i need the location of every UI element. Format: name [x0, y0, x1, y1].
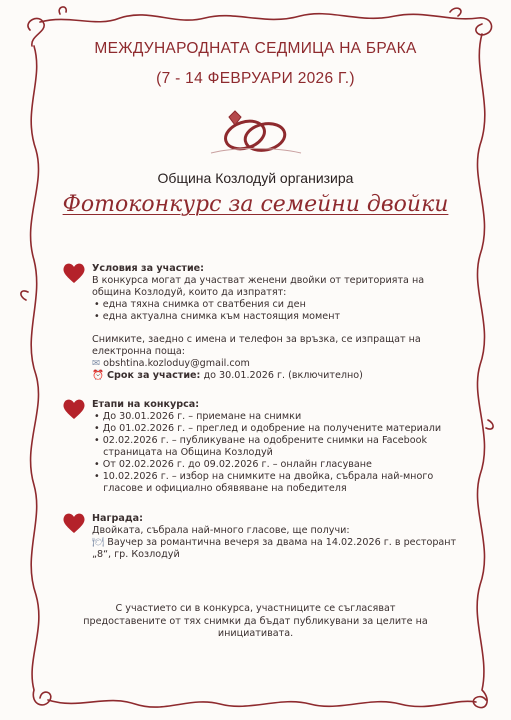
- page-title: МЕЖДУНАРОДНАТА СЕДМИЦА НА БРАКА: [94, 40, 417, 57]
- prize-line: Ваучер за романтична вечеря за двама на 14.02.2026 г. в ресторант: [107, 537, 457, 548]
- deadline-value: до 30.01.2026 г. (включително): [200, 370, 363, 381]
- heart-icon: [62, 262, 86, 284]
- conditions-section: [92, 263, 462, 382]
- stages-heading: Етапи на конкурса:: [92, 399, 200, 410]
- deadline-row: [92, 370, 462, 382]
- heart-icon: [62, 512, 86, 534]
- prize-heading: Награда:: [92, 513, 143, 524]
- alarm-clock-icon: ⏰: [92, 370, 104, 381]
- conditions-bullet: • една актуална снимка към настоящия момент: [94, 311, 341, 322]
- prize-line: „8“, гр. Козлодуй: [92, 549, 180, 560]
- send-instructions: електронна поща:: [92, 346, 186, 357]
- closing-note-line: С участието си в конкурса, участниците се съгласяват: [115, 603, 396, 614]
- contest-title: Фотоконкурс за семейни двойки: [62, 192, 449, 217]
- dining-icon: 🍽: [92, 537, 105, 548]
- stage-item: • От 02.02.2026 г. до 09.02.2026 г. – онлайн гласуване: [94, 459, 372, 470]
- closing-note: [0, 603, 511, 641]
- email-address[interactable]: obshtina.kozloduy@gmail.com: [103, 358, 250, 369]
- stage-item: страницата на Община Козлодуй: [94, 447, 273, 458]
- wedding-rings-icon: [205, 103, 305, 163]
- prize-voucher-row: [92, 537, 462, 549]
- prize-line: Двойката, събрала най-много гласове, ще получи:: [92, 525, 350, 536]
- conditions-line: В конкурса могат да участват женени двойки от територията на: [92, 275, 425, 286]
- stage-item: • До 30.01.2026 г. – приемане на снимки: [94, 411, 302, 422]
- stage-item: • 02.02.2026 г. – публикуване на одобрените снимки на Facebook: [94, 435, 428, 446]
- event-dates: (7 - 14 ФЕВРУАРИ 2026 Г.): [156, 70, 355, 87]
- send-instructions: Снимките, заедно с имена и телефон за връзка, се изпращат на: [92, 334, 421, 345]
- deadline-label: Срок за участие:: [107, 370, 201, 381]
- heart-icon: [62, 398, 86, 420]
- closing-note-line: предоставените от тях снимки да бъдат публикувани за целите на: [83, 615, 428, 627]
- closing-note-line: инициативата.: [217, 628, 294, 639]
- organizer-line: Община Козлодуй организира: [157, 170, 354, 186]
- envelope-icon: ✉: [92, 358, 101, 369]
- conditions-line: община Козлодуй, които да изпратят:: [92, 287, 287, 298]
- conditions-bullet: • една тяхна снимка от сватбения си ден: [94, 299, 306, 310]
- prize-section: [92, 513, 462, 561]
- email-row: [92, 358, 462, 370]
- stages-section: [92, 399, 462, 495]
- conditions-heading: Условия за участие:: [92, 263, 205, 274]
- stage-item: гласове и официално обявяване на победителя: [94, 483, 347, 494]
- stage-item: • До 01.02.2026 г. – преглед и одобрение на получените материали: [94, 423, 442, 434]
- stage-item: • 10.02.2026 г. – избор на снимките на двойка, събрала най-много: [94, 471, 434, 482]
